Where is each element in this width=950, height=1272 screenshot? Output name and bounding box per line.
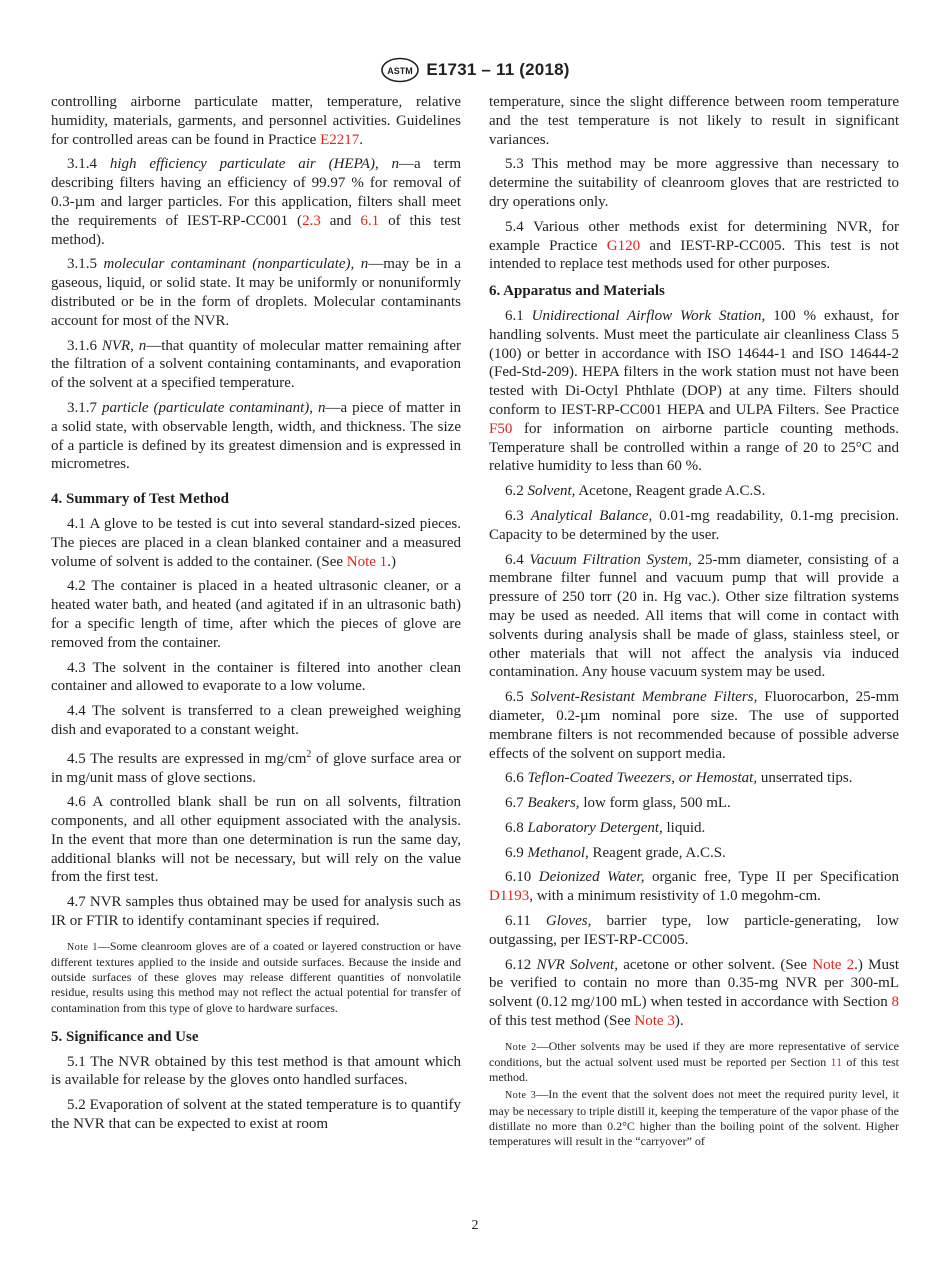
paragraph-continuation: controlling airborne particulate matter, temperature, relative humidity, materials, garments, and personnel activities. Guidelines for controlled areas can be found in Practice E2217. bbox=[51, 94, 461, 148]
heading-significance: 5. Significance and Use bbox=[51, 1028, 199, 1045]
section-6-3: 6.3 Analytical Balance, 0.01-mg readability, 0.1-mg precision. Capacity to be determined by the user. bbox=[489, 507, 899, 543]
astm-logo-icon bbox=[380, 57, 420, 83]
section-6-4: 6.4 Vacuum Filtration System, 25-mm diameter, consisting of a membrane filter funnel and vacuum pump that will provide a pressure of 250 torr (20 in. Hg vac.). Other size filtration systems may be used as needed. All items that will come in contact with solvents during analysis shall be made of glass, stainless steel, or other materials that will not affect the analysis via induced contamination. Any house vacuum system may be used. bbox=[489, 551, 899, 681]
section-3-1-6: 3.1.6 NVR, n—that quantity of molecular matter remaining after the filtration of a solvent containing contaminants, and evaporation of the solvent at a specified temperature. bbox=[51, 337, 461, 392]
link-g120[interactable]: G120 bbox=[606, 237, 641, 254]
link-section-11[interactable]: 11 bbox=[830, 1055, 843, 1070]
link-2-3[interactable]: 2.3 bbox=[302, 212, 321, 229]
section-4-2: 4.2 The container is placed in a heated ultrasonic cleaner, or a heated water bath, and heated (and agitated if in an ultrasonic bath) for a specific length of time, after which the pieces of glove are removed from the container. bbox=[51, 578, 461, 651]
section-6-12: 6.12 NVR Solvent, acetone or other solvent. (See Note 2.) Must be verified to contain no more than 0.35-mg NVR per 300-mL solvent (0.12 mg/100 mL) when tested in accordance with Section 8 of this test method (See Note 3). bbox=[489, 956, 899, 1030]
note-1: Note 1—Some cleanroom gloves are of a coated or layered construction or have different textures applied to the inside and outside surfaces. Because the inside and outside surfaces of these gloves may release different quantities of nonvolatile residue, results using this method may not reflect the actual potential for transfer of contamination from this type of glove to hardware surfaces. bbox=[51, 938, 461, 1015]
section-6-9: 6.9 Methanol, Reagent grade, A.C.S. bbox=[505, 844, 726, 861]
section-5-2: 5.2 Evaporation of solvent at the stated temperature is to quantify the NVR that can be expected to exist at room bbox=[51, 1097, 461, 1133]
note-3: Note 3—In the event that the solvent does not meet the required purity level, it may be necessary to triple distill it, keeping the temperature of the vapor phase of the distillate no more than 0.2°C higher than the boiling point of the solvent. Higher temperatures will result in the “carryover” of bbox=[489, 1087, 899, 1149]
section-6-11: 6.11 Gloves, barrier type, low particle-generating, low outgassing, per IEST-RP-CC005. bbox=[489, 913, 899, 948]
section-4-1: 4.1 A glove to be tested is cut into several standard-sized pieces. The pieces are placed in a clean blanked container and a measured volume of solvent is added to the container. (See Note 1.) bbox=[51, 515, 461, 570]
section-5-3: 5.3 This method may be more aggressive than necessary to determine the suitability of cleanroom gloves that are restricted to dry operations only. bbox=[489, 156, 899, 210]
section-4-3: 4.3 The solvent in the container is filtered into another clean container and allowed to evaporate to a low volume. bbox=[51, 659, 461, 695]
link-note-2[interactable]: Note 2 bbox=[812, 956, 855, 973]
section-3-1-7: 3.1.7 particle (particulate contaminant), n—a piece of matter in a solid state, with observable length, width, and thickness. The size of a particle is defined by its greatest dimension and is expressed in micrometres. bbox=[51, 399, 461, 473]
section-6-7: 6.7 Beakers, low form glass, 500 mL. bbox=[505, 795, 731, 812]
link-f50[interactable]: F50 bbox=[489, 420, 513, 437]
section-5-4: 5.4 Various other methods exist for determining NVR, for example Practice G120 and IEST-RP-CC005. This test is not intended to replace test methods used for other purposes. bbox=[489, 218, 899, 273]
section-4-7: 4.7 NVR samples thus obtained may be used for analysis such as IR or FTIR to identify contaminant species if required. bbox=[51, 894, 461, 930]
page-number: 2 bbox=[471, 1218, 479, 1233]
section-6-8: 6.8 Laboratory Detergent, liquid. bbox=[505, 819, 706, 836]
link-note-1[interactable]: Note 1 bbox=[346, 553, 388, 570]
section-5-1: 5.1 The NVR obtained by this test method is that amount which is available for release by the gloves onto handled surfaces. bbox=[51, 1053, 461, 1089]
heading-apparatus: 6. Apparatus and Materials bbox=[489, 283, 665, 300]
section-6-1: 6.1 Unidirectional Airflow Work Station, 100 % exhaust, for handling solvents. Must meet the particulate air cleanliness Class 5 (100) or better in accordance with ISO 14644-1 and ISO 14644-2 (Fed-Std-209). HEPA filters in the work station must not have been tested with Di-Octyl Phthlate (DOP) at any time. Filters should conform to IEST-RP-CC001 HEPA and ULPA Filters. See Practice F50 for information on airborne particle counting methods. Temperature shall be controlled within a range of 20 to 25°C and relative humidity to less than 60 %. bbox=[489, 307, 900, 475]
link-d1193[interactable]: D1193 bbox=[489, 888, 530, 905]
section-3-1-5: 3.1.5 molecular contaminant (nonparticulate), n—may be in a gaseous, liquid, or solid state. It may be uniformly or nonuniformly distributed or be in the form of droplets. Molecular contaminants account for most of the NVR. bbox=[51, 256, 462, 329]
heading-summary: 4. Summary of Test Method bbox=[51, 491, 229, 508]
section-4-5: 4.5 The results are expressed in $mg/cm^2$ of glove surface area or in mg/unit mass of glove sections. bbox=[51, 748, 461, 786]
link-section-8[interactable]: 8 bbox=[891, 994, 899, 1011]
note-2: Note 2—Other solvents may be used if they are more representative of service conditions, but the actual solvent used must be reported per Section 11 of this test method. bbox=[489, 1038, 900, 1085]
paragraph-continuation-right: temperature, since the slight difference between room temperature and the test temperature is not likely to result in significant variances. bbox=[489, 94, 899, 148]
svg-text:ASTM: ASTM bbox=[387, 66, 414, 76]
section-3-1-4: 3.1.4 high efficiency particulate air (HEPA), n—a term describing filters having an efficiency of 99.97 % for removal of 0.3-µm and larger particles. For this application, filters shall meet the requirements of IEST-RP-CC001 (2.3 and 6.1 of this test method). bbox=[51, 156, 461, 248]
section-4-6: 4.6 A controlled blank shall be run on all solvents, filtration components, and all other equipment associated with the analysis. In the event that more than one determination is run the same day, additional blanks will not be necessary, but will rely on the value from the first test. bbox=[51, 794, 461, 886]
left-column bbox=[51, 93, 461, 1140]
link-6-1[interactable]: 6.1 bbox=[360, 212, 380, 229]
page-header bbox=[0, 57, 950, 83]
document-code: E1731 – 11 (2018) bbox=[426, 60, 570, 79]
section-6-10: 6.10 Deionized Water, organic free, Type II per Specification D1193, with a minimum resistivity of 1.0 megohm-cm. bbox=[489, 869, 899, 905]
section-6-6: 6.6 Teflon-Coated Tweezers, or Hemostat, unserrated tips. bbox=[505, 770, 853, 787]
link-note-3[interactable]: Note 3 bbox=[634, 1013, 675, 1030]
link-e2217[interactable]: E2217 bbox=[320, 131, 360, 148]
section-6-5: 6.5 Solvent-Resistant Membrane Filters, Fluorocarbon, 25-mm diameter, 0.2-µm nominal pore size. The use of supported membrane filters is not recommended because of possible adverse effects of the solvent on support media. bbox=[489, 689, 900, 762]
section-4-4: 4.4 The solvent is transferred to a clean preweighed weighing dish and evaporated to a constant weight. bbox=[51, 703, 461, 738]
right-column bbox=[489, 93, 899, 1155]
section-6-2: 6.2 Solvent, Acetone, Reagent grade A.C.S. bbox=[505, 483, 766, 500]
